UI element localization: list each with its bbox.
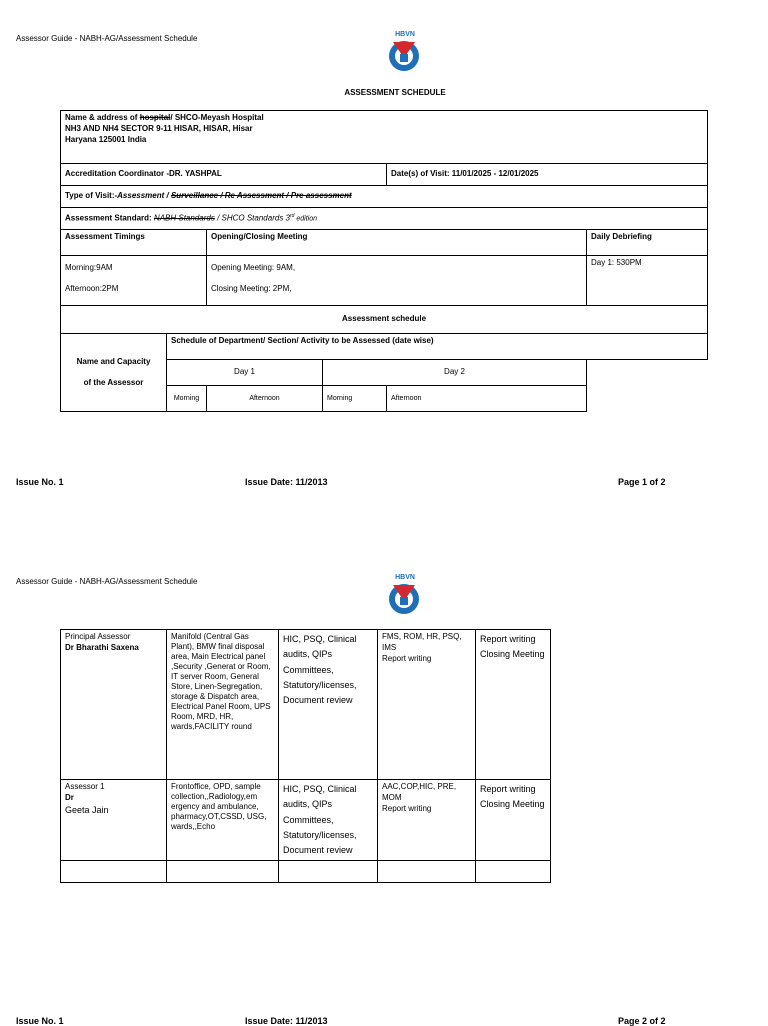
- principal-d1-afternoon: HIC, PSQ, Clinical audits, QIPs Committees, Statutory/licenses, Document review: [279, 630, 378, 780]
- debriefing-cell: Day 1: 530PM: [587, 256, 708, 306]
- schedule-subheader: Schedule of Department/ Section/ Activity to be Assessed (date wise): [167, 334, 708, 360]
- visit-dates-cell: Date(s) of Visit: 11/01/2025 - 12/01/2025: [387, 164, 708, 186]
- assessor1-d1-afternoon: HIC, PSQ, Clinical audits, QIPs Committees, Statutory/licenses, Document review: [279, 780, 378, 861]
- assessment-info-table: [60, 110, 708, 412]
- empty-row-cell: [476, 861, 551, 883]
- empty-row-cell: [378, 861, 476, 883]
- logo-text: HBVN: [395, 574, 415, 581]
- assessor-cell-principal: Principal Assessor Dr Bharathi Saxena: [61, 630, 167, 780]
- page2-page-number: Page 2 of 2: [618, 1016, 666, 1026]
- empty-row-cell: [61, 861, 167, 883]
- assessor1-d2-morning: AAC,COP,HIC, PRE, MOM Report writing: [378, 780, 476, 861]
- empty-row-cell: [167, 861, 279, 883]
- page1-title: ASSESSMENT SCHEDULE: [344, 88, 446, 97]
- nabh-logo-icon: [383, 28, 427, 76]
- day2-header: Day 2: [323, 360, 587, 386]
- schedule-title: Assessment schedule: [61, 306, 708, 334]
- page1-page-number: Page 1 of 2: [618, 477, 666, 487]
- empty-row-cell: [279, 861, 378, 883]
- principal-d1-morning: Manifold (Central Gas Plant), BMW final disposal area, Main Electrical panel ,Security ,Generat or Room, IT server Room, General Store, Linen-Segregation, storage & Dispatch area, Electrical Panel Room, UPS Room, MRD, HR, wards,FACILITY round: [167, 630, 279, 780]
- hospital-cell: Name & address of hospital/ SHCO-Meyash Hospital NH3 AND NH4 SECTOR 9-11 HISAR, HISAR, Hisar Haryana 125001 India: [61, 111, 708, 164]
- coordinator-cell: Accreditation Coordinator -DR. YASHPAL: [61, 164, 387, 186]
- page1-issue-no: Issue No. 1: [16, 477, 64, 487]
- page2-issue-no: Issue No. 1: [16, 1016, 64, 1026]
- debriefing-header: Daily Debriefing: [587, 230, 708, 256]
- page2-issue-date: Issue Date: 11/2013: [245, 1016, 328, 1026]
- assessor1-d1-morning: Frontoffice, OPD, sample collection,,Radiology,em ergency and ambulance, pharmacy,OT,CSSD, USG, wards,,Echo: [167, 780, 279, 861]
- day1-header: Day 1: [167, 360, 323, 386]
- assessor-schedule-table: [60, 629, 551, 883]
- principal-d2-morning: FMS, ROM, HR, PSQ, IMS Report writing: [378, 630, 476, 780]
- session-d2-morning: Morning: [323, 386, 387, 412]
- page1-header-left: Assessor Guide - NABH-AG/Assessment Schedule: [16, 34, 198, 43]
- session-d1-afternoon: Afternoon: [207, 386, 323, 412]
- principal-d2-afternoon: Report writing Closing Meeting: [476, 630, 551, 780]
- assessor-cell-1: Assessor 1 Dr Geeta Jain: [61, 780, 167, 861]
- name-capacity-header: Name and Capacity of the Assessor: [61, 334, 167, 412]
- session-d1-morning: Morning: [167, 386, 207, 412]
- timings-cell: Morning:9AM Afternoon:2PM: [61, 256, 207, 306]
- meeting-cell: Opening Meeting: 9AM, Closing Meeting: 2PM,: [207, 256, 587, 306]
- logo-text: HBVN: [395, 31, 415, 38]
- session-d2-afternoon: Afternoon: [387, 386, 587, 412]
- assessment-standard-cell: Assessment Standard: NABH Standards / SHCO Standards 3rd edition: [61, 208, 708, 230]
- assessor1-d2-afternoon: Report writing Closing Meeting: [476, 780, 551, 861]
- visit-type-cell: Type of Visit:-Assessment / Surveillance / Re Assessment / Pre assessment: [61, 186, 708, 208]
- timings-header: Assessment Timings: [61, 230, 207, 256]
- meeting-header: Opening/Closing Meeting: [207, 230, 587, 256]
- nabh-logo-icon: [383, 571, 427, 619]
- page2-header-left: Assessor Guide - NABH-AG/Assessment Schedule: [16, 577, 198, 586]
- page1-issue-date: Issue Date: 11/2013: [245, 477, 328, 487]
